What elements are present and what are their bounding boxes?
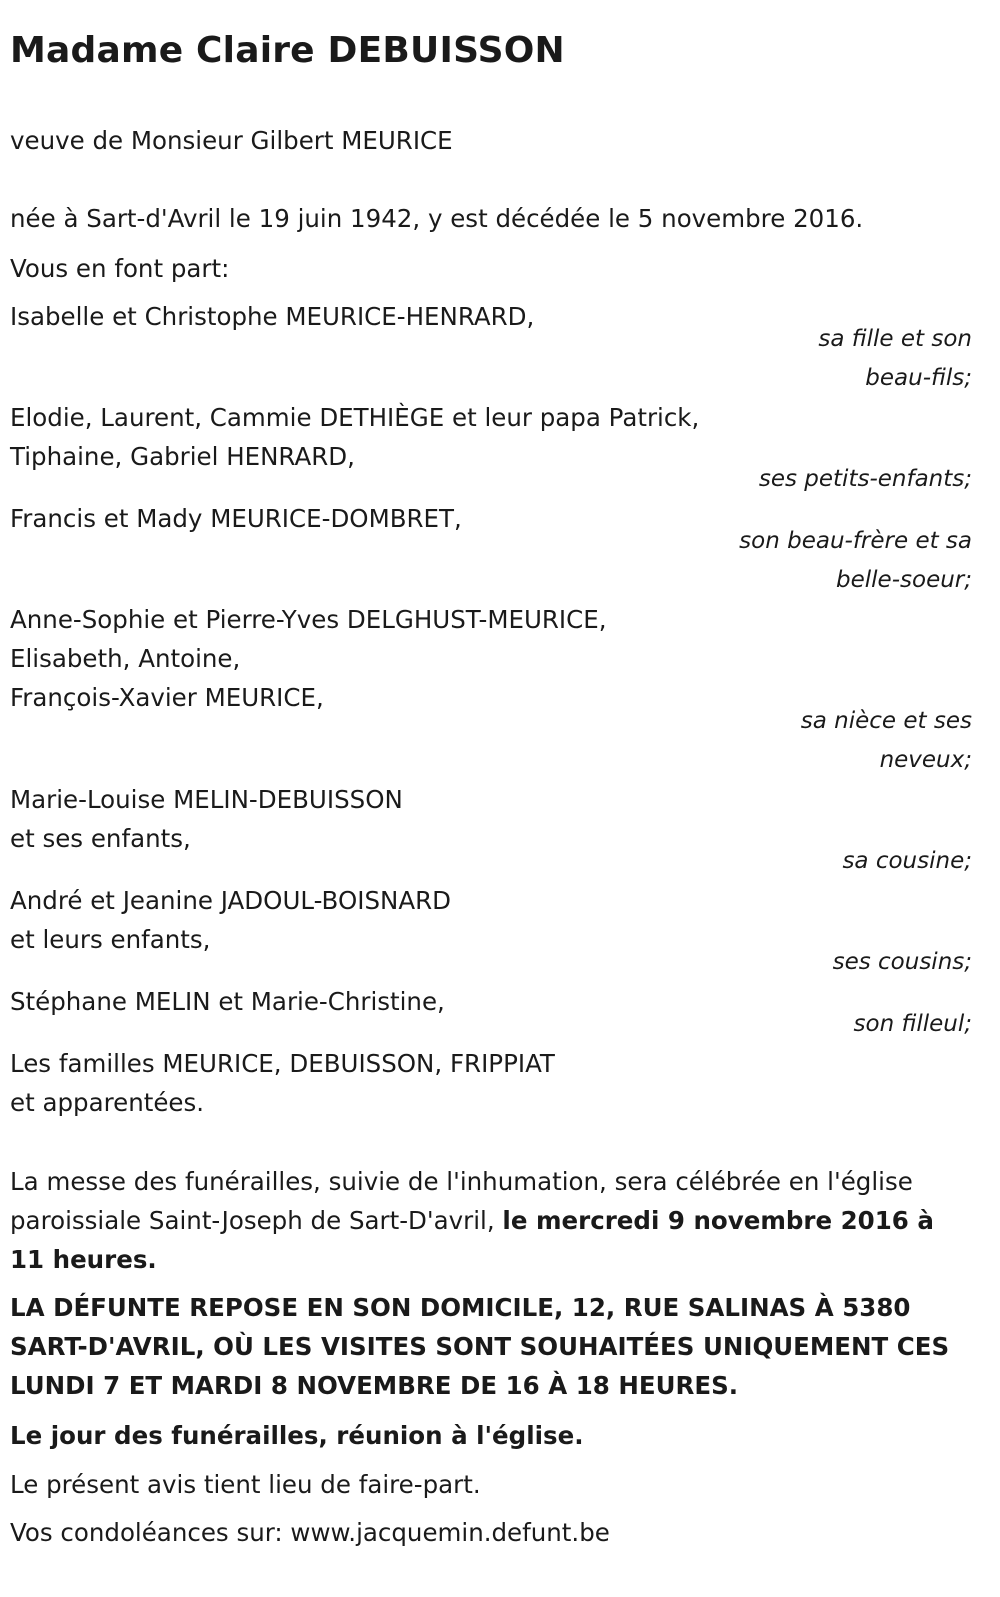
- family-line: François-Xavier MEURICE,: [10, 683, 324, 712]
- family-line: et apparentées.: [10, 1088, 205, 1117]
- family-line: André et Jeanine JADOUL-BOISNARD: [10, 886, 451, 915]
- family-line: Elodie, Laurent, Cammie DETHIÈGE et leur papa Patrick,: [10, 403, 700, 432]
- birth-death-line: née à Sart-d'Avril le 19 juin 1942, y est décédée le 5 novembre 2016.: [10, 204, 864, 233]
- funeral-paragraph: [10, 1162, 972, 1279]
- family-line: Francis et Mady MEURICE-DOMBRET,: [10, 504, 462, 533]
- family-role: son filleul;: [853, 1011, 972, 1037]
- funeral-date: le mercredi 9 novembre 2016 à 11 heures.: [10, 1206, 934, 1274]
- family-line: Tiphaine, Gabriel HENRARD,: [10, 442, 355, 471]
- family-line: Elisabeth, Antoine,: [10, 644, 241, 673]
- notice-line: Le présent avis tient lieu de faire-part.: [10, 1470, 481, 1499]
- page-title: Madame Claire DEBUISSON: [10, 30, 565, 71]
- family-line: Anne-Sophie et Pierre-Yves DELGHUST-MEURICE,: [10, 605, 607, 634]
- intro-line: Vous en font part:: [10, 254, 230, 283]
- family-line: Isabelle et Christophe MEURICE-HENRARD,: [10, 302, 535, 331]
- meeting-line: Le jour des funérailles, réunion à l'église.: [10, 1421, 584, 1450]
- family-line: Stéphane MELIN et Marie-Christine,: [10, 987, 445, 1016]
- family-role: ses petits-enfants;: [758, 466, 972, 492]
- family-line: Marie-Louise MELIN-DEBUISSON: [10, 785, 403, 814]
- family-role: sa cousine;: [842, 848, 972, 874]
- family-role: sa nièce et ses: [800, 708, 972, 734]
- family-role: neveux;: [879, 747, 972, 773]
- family-line: et ses enfants,: [10, 824, 191, 853]
- family-role: ses cousins;: [832, 949, 972, 975]
- family-line: et leurs enfants,: [10, 925, 211, 954]
- family-line: Les familles MEURICE, DEBUISSON, FRIPPIAT: [10, 1049, 555, 1078]
- family-role: beau-fils;: [865, 365, 972, 391]
- family-role: son beau-frère et sa: [739, 528, 972, 554]
- funeral-text: La messe des funérailles, suivie de l'inhumation, sera célébrée en l'église paroissiale Saint-Joseph de Sart-D'avril,: [10, 1167, 913, 1235]
- family-role: sa fille et son: [818, 326, 972, 352]
- condolences-line: Vos condoléances sur: www.jacquemin.defunt.be: [10, 1518, 610, 1547]
- family-role: belle-soeur;: [836, 567, 972, 593]
- widow-of-line: veuve de Monsieur Gilbert MEURICE: [10, 126, 453, 155]
- repose-paragraph: LA DÉFUNTE REPOSE EN SON DOMICILE, 12, RUE SALINAS À 5380 SART-D'AVRIL, OÙ LES VISITES SONT SOUHAITÉES UNIQUEMENT CES LUNDI 7 ET MARDI 8 NOVEMBRE DE 16 À 18 HEURES.: [10, 1293, 950, 1400]
